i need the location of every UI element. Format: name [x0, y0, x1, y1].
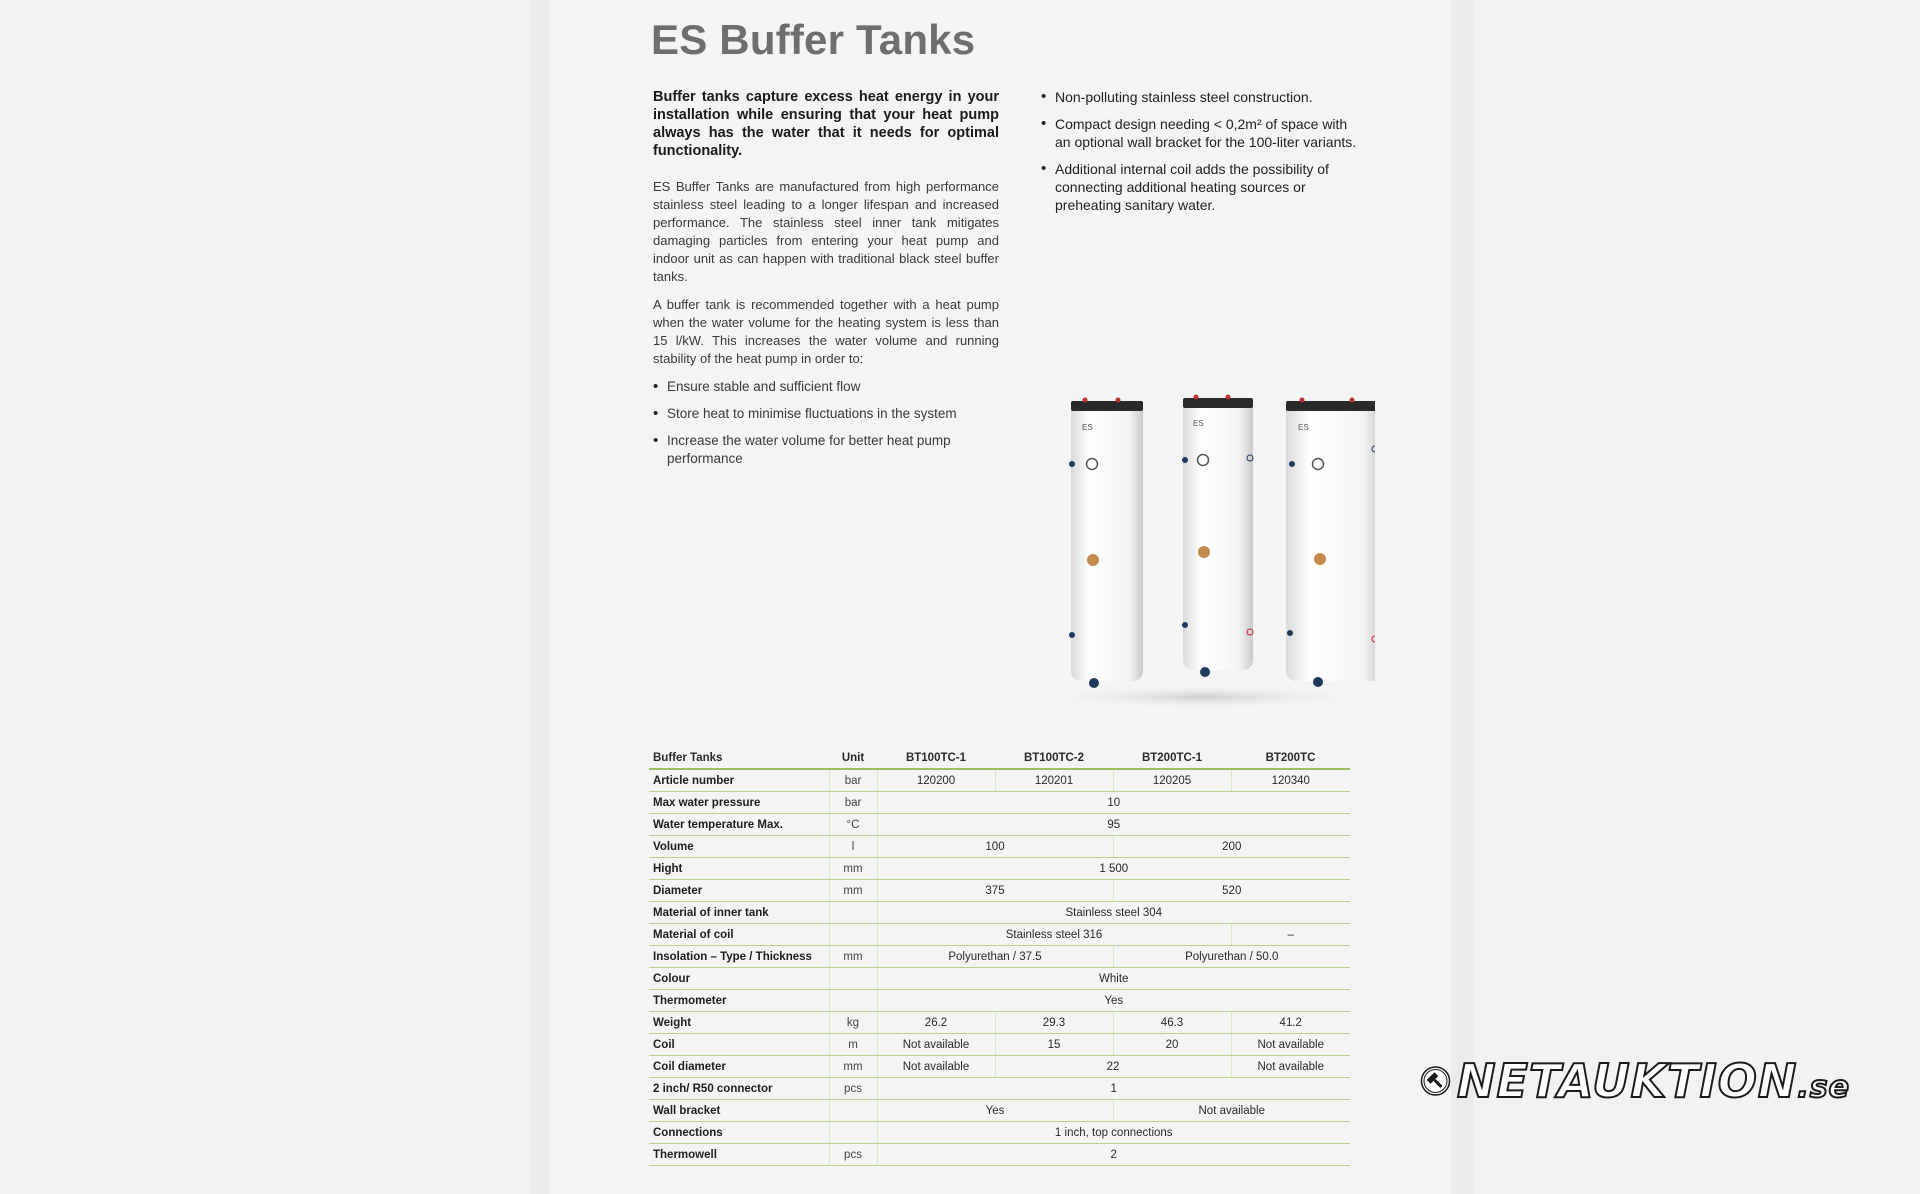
table-cell: Not available [1231, 1056, 1350, 1078]
benefit-item: • Ensure stable and sufficient flow [653, 378, 999, 396]
table-cell: 2 [877, 1144, 1350, 1166]
table-cell: Polyurethan / 37.5 [877, 946, 1113, 968]
table-row [649, 858, 1350, 880]
row-unit: kg [829, 1012, 877, 1034]
body-paragraph-1: ES Buffer Tanks are manufactured from high performance stainless steel leading to a longer lifespan and increased performance. The stainless steel inner tank mitigates damaging particles from entering your heat pump and indoor unit as can happen with traditional black steel buffer tanks. [653, 179, 999, 284]
left-backdrop [0, 0, 530, 1194]
tank-brand-label: ES [1082, 423, 1093, 432]
row-label: Volume [649, 836, 829, 858]
spec-header: Buffer Tanks [649, 748, 829, 769]
row-unit [829, 1100, 877, 1122]
row-unit [829, 1122, 877, 1144]
netauktion-watermark [1420, 1048, 1850, 1114]
table-cell: 20 [1113, 1034, 1231, 1056]
row-label: Wall bracket [649, 1100, 829, 1122]
row-unit: mm [829, 880, 877, 902]
table-cell: 375 [877, 880, 1113, 902]
spec-header: BT100TC-2 [995, 748, 1113, 769]
row-unit: mm [829, 858, 877, 880]
row-label: Hight [649, 858, 829, 880]
row-label: Diameter [649, 880, 829, 902]
table-row [649, 902, 1350, 924]
tank-1 [1069, 398, 1143, 689]
document-page [550, 0, 1451, 1194]
table-row [649, 1056, 1350, 1078]
benefit-item: • Store heat to minimise fluctuations in the system [653, 405, 999, 423]
table-cell: Not available [1231, 1034, 1350, 1056]
spec-header: BT200TC-1 [1113, 748, 1231, 769]
row-label: Water temperature Max. [649, 814, 829, 836]
feature-item: • Non-polluting stainless steel construction. [1041, 88, 1361, 106]
row-label: Thermometer [649, 990, 829, 1012]
table-cell: Stainless steel 304 [877, 902, 1350, 924]
page-title: ES Buffer Tanks [651, 16, 976, 63]
table-cell: Not available [1113, 1100, 1350, 1122]
spec-table [649, 748, 1350, 1166]
table-cell: 100 [877, 836, 1113, 858]
row-label: Weight [649, 1012, 829, 1034]
table-row [649, 1012, 1350, 1034]
row-unit: mm [829, 1056, 877, 1078]
table-cell: 22 [995, 1056, 1231, 1078]
row-label: Material of inner tank [649, 902, 829, 924]
gavel-icon [1420, 1050, 1451, 1112]
row-unit [829, 902, 877, 924]
table-row [649, 836, 1350, 858]
spec-header-row [649, 748, 1350, 769]
tank-brand-label: ES [1298, 423, 1309, 432]
table-cell: 15 [995, 1034, 1113, 1056]
table-row [649, 880, 1350, 902]
row-label: Coil diameter [649, 1056, 829, 1078]
buffer-tanks-illustration [1030, 385, 1375, 715]
spec-header: BT200TC [1231, 748, 1350, 769]
table-row [649, 1078, 1350, 1100]
table-cell: 120200 [877, 769, 995, 792]
row-label: 2 inch/ R50 connector [649, 1078, 829, 1100]
table-cell: Stainless steel 316 [877, 924, 1231, 946]
intro-column [653, 88, 999, 477]
table-cell: 10 [877, 792, 1350, 814]
table-cell: 1 inch, top connections [877, 1122, 1350, 1144]
body-paragraph-2: A buffer tank is recommended together with a heat pump when the water volume for the heating system is less than 15 l/kW. This increases the water volume and running stability of the heat pump in order to: [653, 297, 999, 366]
row-label: Colour [649, 968, 829, 990]
table-cell: White [877, 968, 1350, 990]
feature-list [1041, 88, 1361, 214]
table-cell: Not available [877, 1056, 995, 1078]
table-row [649, 769, 1350, 792]
table-cell: 120340 [1231, 769, 1350, 792]
table-row [649, 1122, 1350, 1144]
spec-header: BT100TC-1 [877, 748, 995, 769]
table-cell: Yes [877, 1100, 1113, 1122]
feature-item: • Compact design needing < 0,2m² of space with an optional wall bracket for the 100-liter variants. [1041, 115, 1361, 151]
table-cell: 1 [877, 1078, 1350, 1100]
tank-2 [1182, 395, 1253, 678]
table-row [649, 792, 1350, 814]
table-cell: – [1231, 924, 1350, 946]
table-cell: 520 [1113, 880, 1350, 902]
table-cell: 29.3 [995, 1012, 1113, 1034]
row-label: Insolation – Type / Thickness [649, 946, 829, 968]
table-cell: 120201 [995, 769, 1113, 792]
table-cell: 200 [1113, 836, 1350, 858]
row-unit: l [829, 836, 877, 858]
row-unit [829, 990, 877, 1012]
logo-wordmark [1457, 1054, 1850, 1108]
right-backdrop [1474, 0, 1920, 1194]
row-unit: bar [829, 792, 877, 814]
table-cell: 41.2 [1231, 1012, 1350, 1034]
logo-text: NETAUKTION [1457, 1054, 1798, 1108]
lead-paragraph: Buffer tanks capture excess heat energy in your installation while ensuring that your heat pump always has the water that it needs for optimal functionality. [653, 89, 999, 159]
table-row [649, 1034, 1350, 1056]
features-column [1041, 88, 1361, 223]
row-unit: mm [829, 946, 877, 968]
spec-header: Unit [829, 748, 877, 769]
feature-item: • Additional internal coil adds the possibility of connecting additional heating sources or preheating sanitary water. [1041, 160, 1361, 214]
table-row [649, 968, 1350, 990]
table-cell: Yes [877, 990, 1350, 1012]
row-unit [829, 924, 877, 946]
row-label: Thermowell [649, 1144, 829, 1166]
tank-brand-label: ES [1193, 419, 1204, 428]
table-cell: 1 500 [877, 858, 1350, 880]
logo-suffix: .se [1797, 1070, 1850, 1105]
benefit-item: • Increase the water volume for better heat pump performance [653, 432, 999, 468]
floor-shadow [1032, 685, 1372, 709]
table-row [649, 990, 1350, 1012]
table-row [649, 1100, 1350, 1122]
row-label: Coil [649, 1034, 829, 1056]
row-unit: m [829, 1034, 877, 1056]
row-label: Material of coil [649, 924, 829, 946]
table-row [649, 814, 1350, 836]
row-label: Connections [649, 1122, 829, 1144]
row-unit [829, 968, 877, 990]
tank-3 [1286, 398, 1375, 688]
row-unit: °C [829, 814, 877, 836]
table-cell: 120205 [1113, 769, 1231, 792]
row-unit: pcs [829, 1078, 877, 1100]
table-row [649, 1144, 1350, 1166]
table-cell: 46.3 [1113, 1012, 1231, 1034]
table-cell: Not available [877, 1034, 995, 1056]
right-page-shadow [1451, 0, 1474, 1194]
benefit-list [653, 378, 999, 468]
row-unit: bar [829, 769, 877, 792]
table-cell: 95 [877, 814, 1350, 836]
row-label: Max water pressure [649, 792, 829, 814]
table-row [649, 946, 1350, 968]
table-cell: Polyurethan / 50.0 [1113, 946, 1350, 968]
table-row [649, 924, 1350, 946]
row-unit: pcs [829, 1144, 877, 1166]
row-label: Article number [649, 769, 829, 792]
table-cell: 26.2 [877, 1012, 995, 1034]
left-page-shadow [530, 0, 550, 1194]
